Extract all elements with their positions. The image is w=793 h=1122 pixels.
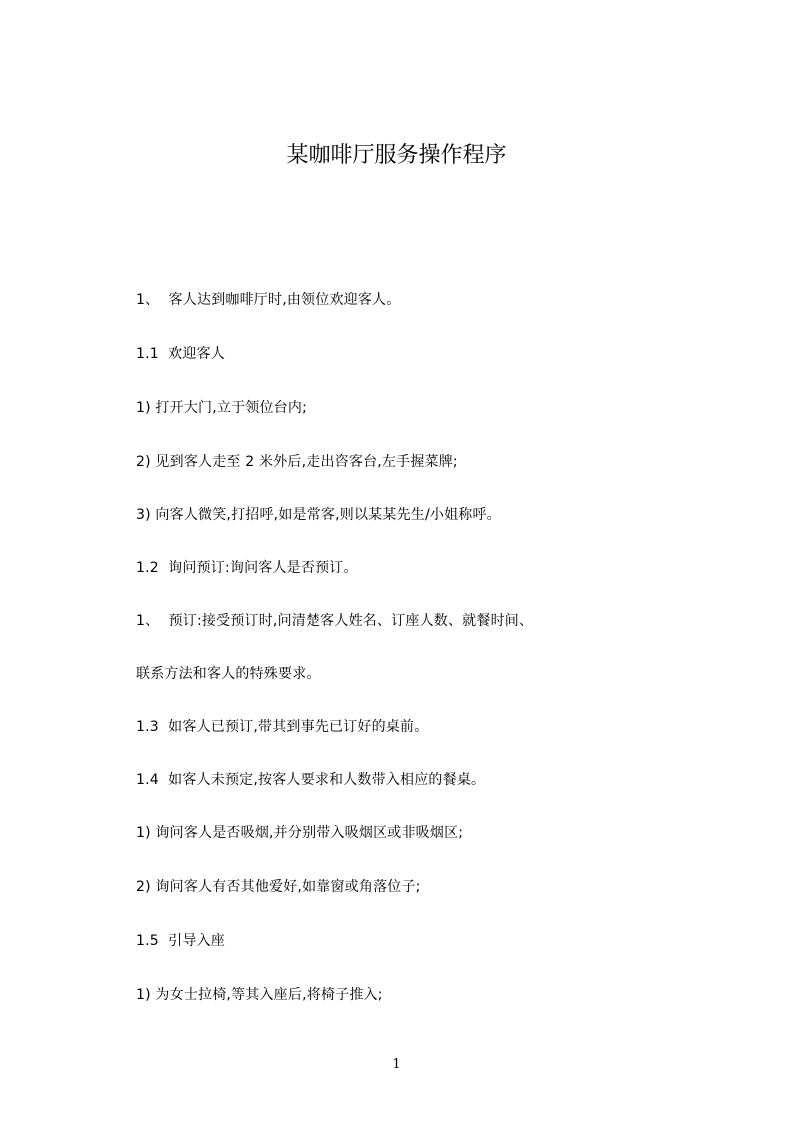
document-title: 某咖啡厅服务操作程序	[286, 143, 507, 168]
text-line: 1) 打开大门,立于领位台内;	[136, 400, 307, 416]
text-line: 2) 见到客人走至 2 米外后,走出咨客台,左手握菜牌;	[136, 454, 458, 470]
text-line: 1、 预订:接受预订时,问清楚客人姓名、订座人数、就餐时间、	[136, 613, 534, 629]
page-number: 1	[392, 1057, 401, 1072]
text-line: 联系方法和客人的特殊要求。	[136, 666, 321, 682]
text-line: 1) 为女士拉椅,等其入座后,将椅子推入;	[136, 987, 383, 1003]
text-line: 1) 询问客人是否吸烟,并分别带入吸烟区或非吸烟区;	[136, 825, 464, 841]
text-line: 1.3 如客人已预订,带其到事先已订好的桌前。	[136, 719, 429, 735]
text-line: 2) 询问客人有否其他爱好,如靠窗或角落位子;	[136, 879, 421, 895]
text-line: 1、 客人达到咖啡厅时,由领位欢迎客人。	[136, 292, 401, 308]
text-line: 1.2 询问预订:询问客人是否预订。	[136, 560, 358, 576]
text-line: 1.4 如客人未预定,按客人要求和人数带入相应的餐桌。	[136, 772, 486, 788]
text-line: 1.1 欢迎客人	[136, 346, 225, 362]
text-line: 3) 向客人微笑,打招呼,如是常客,则以某某先生/小姐称呼。	[136, 507, 501, 523]
text-line: 1.5 引导入座	[136, 933, 225, 949]
